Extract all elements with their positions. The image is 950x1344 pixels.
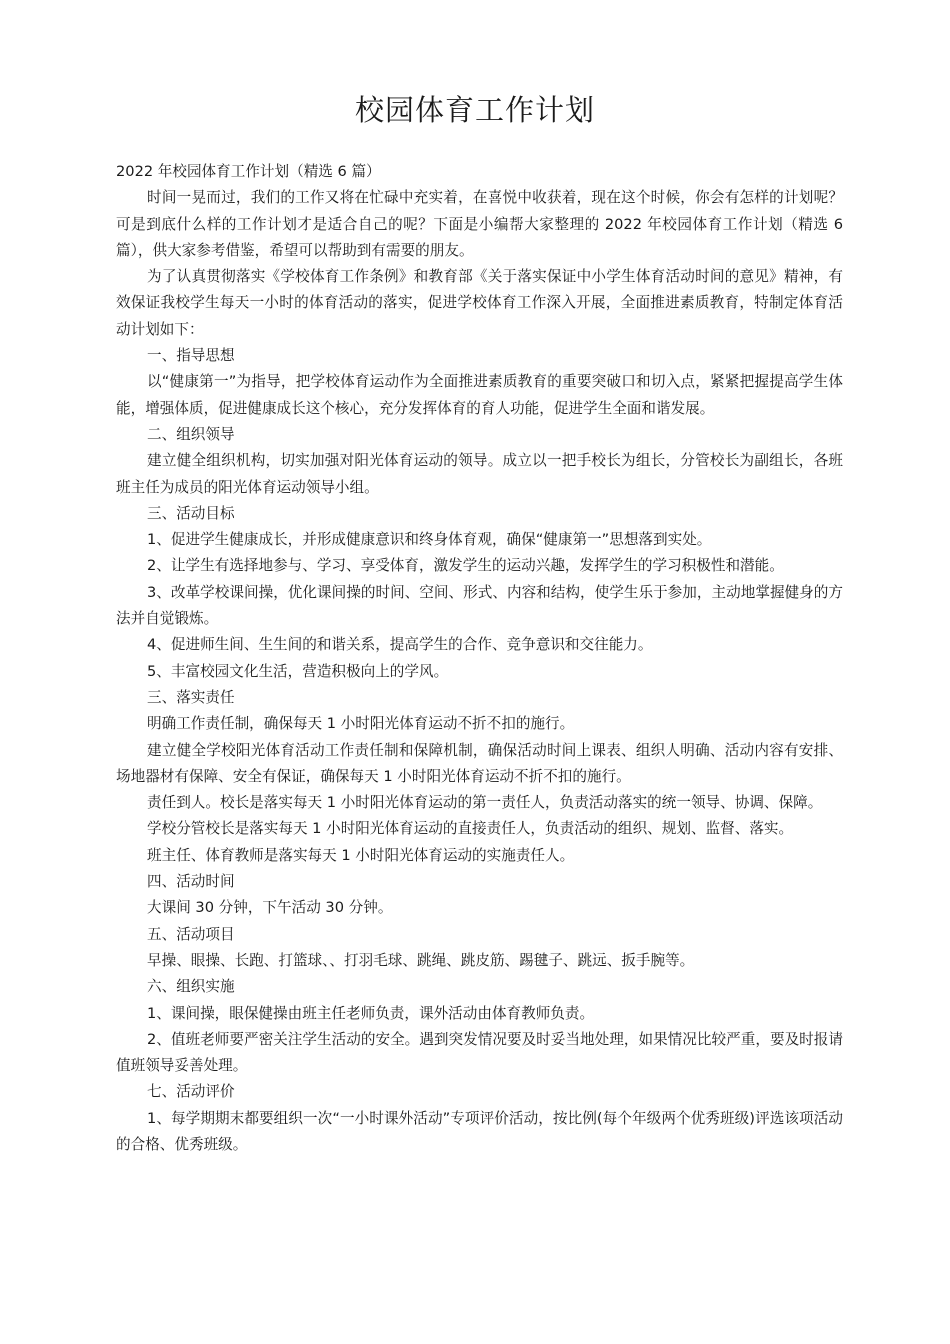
paragraph: 1、每学期期末都要组织一次“一小时课外活动”专项评价活动，按比例(每个年级两个优秀班级)评选该项活动的合格、优秀班级。 — [116, 1109, 843, 1153]
paragraph: 七、活动评价 — [147, 1083, 235, 1101]
paragraph: 三、活动目标 — [147, 504, 235, 522]
paragraph: 四、活动时间 — [147, 873, 235, 891]
paragraph: 5、丰富校园文化生活，营造积极向上的学风。 — [147, 662, 449, 680]
paragraph: 2022 年校园体育工作计划（精选 6 篇） — [116, 163, 381, 180]
paragraph: 建立健全学校阳光体育活动工作责任制和保障机制，确保活动时间上课表、组织人明确、活动内容有安排、场地器材有保障、安全有保证，确保每天 1 小时阳光体育运动不折不扣的施行。 — [116, 741, 843, 785]
paragraph: 1、促进学生健康成长，并形成健康意识和终身体育观，确保“健康第一”思想落到实处。 — [147, 531, 712, 549]
paragraph: 五、活动项目 — [147, 925, 235, 943]
paragraph: 学校分管校长是落实每天 1 小时阳光体育运动的直接责任人，负责活动的组织、规划、监督、落实。 — [147, 820, 794, 838]
document-body — [116, 159, 843, 1158]
paragraph: 4、促进师生间、生生间的和谐关系，提高学生的合作、竞争意识和交往能力。 — [147, 636, 653, 654]
paragraph: 责任到人。校长是落实每天 1 小时阳光体育运动的第一责任人，负责活动落实的统一领导、协调、保障。 — [147, 794, 823, 812]
paragraph: 六、组织实施 — [147, 978, 235, 996]
paragraph: 明确工作责任制，确保每天 1 小时阳光体育运动不折不扣的施行。 — [147, 715, 575, 733]
paragraph: 二、组织领导 — [147, 425, 235, 443]
paragraph: 班主任、体育教师是落实每天 1 小时阳光体育运动的实施责任人。 — [147, 846, 575, 864]
paragraph: 大课间 30 分钟，下午活动 30 分钟。 — [147, 899, 393, 917]
paragraph: 1、课间操，眼保健操由班主任老师负责，课外活动由体育教师负责。 — [147, 1004, 595, 1022]
paragraph: 时间一晃而过，我们的工作又将在忙碌中充实着，在喜悦中收获着，现在这个时候，你会有怎样的计划呢？可是到底什么样的工作计划才是适合自己的呢？下面是小编帮大家整理的 2022 年校园体育工作计划（精选 6 篇），供大家参考借鉴，希望可以帮助到有需要的朋友。 — [116, 189, 843, 259]
paragraph: 3、改革学校课间操，优化课间操的时间、空间、形式、内容和结构，使学生乐于参加，主动地掌握健身的方法并自觉锻炼。 — [116, 583, 843, 628]
paragraph: 早操、眼操、长跑、打篮球、、打羽毛球、跳绳、跳皮筋、踢毽子、跳远、扳手腕等。 — [147, 951, 695, 969]
paragraph: 2、让学生有选择地参与、学习、享受体育，激发学生的运动兴趣，发挥学生的学习积极性和潜能。 — [147, 557, 784, 575]
paragraph: 建立健全组织机构，切实加强对阳光体育运动的领导。成立以一把手校长为组长，分管校长为副组长，各班班主任为成员的阳光体育运动领导小组。 — [116, 452, 843, 496]
paragraph: 三、落实责任 — [147, 688, 235, 706]
paragraph: 一、指导思想 — [147, 347, 235, 365]
paragraph: 以“健康第一”为指导，把学校体育运动作为全面推进素质教育的重要突破口和切入点，紧紧把握提高学生体能，增强体质，促进健康成长这个核心，充分发挥体育的育人功能，促进学生全面和谐发展。 — [116, 373, 843, 417]
document-title: 校园体育工作计划 — [354, 93, 595, 127]
paragraph: 2、值班老师要严密关注学生活动的安全。遇到突发情况要及时妥当地处理，如果情况比较严重，要及时报请值班领导妥善处理。 — [116, 1030, 843, 1075]
paragraph: 为了认真贯彻落实《学校体育工作条例》和教育部《关于落实保证中小学生体育活动时间的意见》精神，有效保证我校学生每天一小时的体育活动的落实，促进学校体育工作深入开展，全面推进素质教育，特制定体育活动计划如下： — [116, 268, 843, 338]
